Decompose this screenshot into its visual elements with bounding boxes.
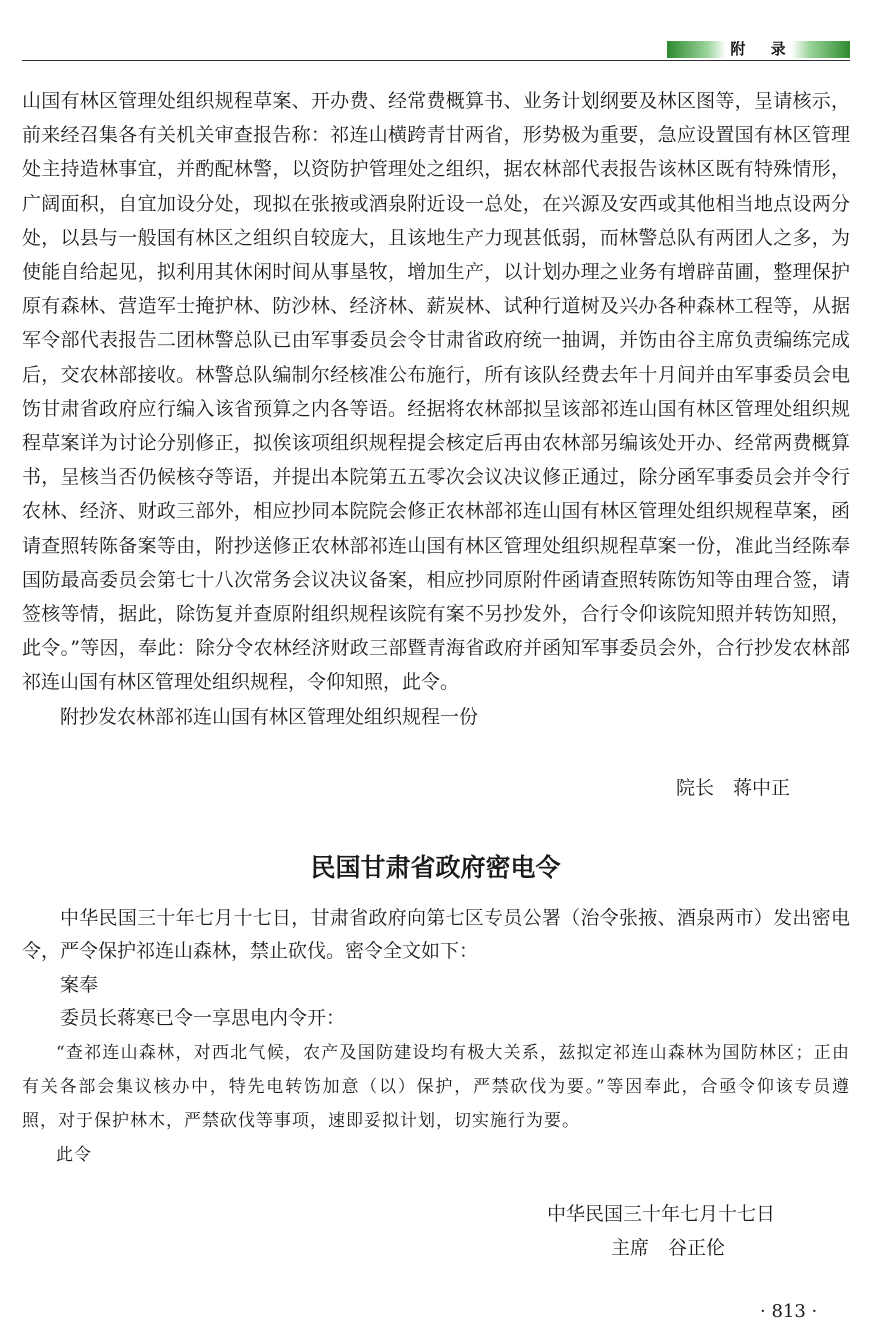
attachment-note: 附抄发农林部祁连山国有林区管理处组织规程一份 [60, 705, 479, 728]
page-number: · 813 · [760, 1301, 818, 1322]
body-paragraph: 山国有林区管理处组织规程草案、开办费、经常费概算书、业务计划纲要及林区图等，呈请核示，前来经召集各有关机关审查报告称：祁连山横跨青甘两省，形势极为重要，急应设置国有林区管理处主持造林事宜，并酌配林警，以资防护管理处之组织，据农林部代表报告该林区既有特殊情形，广阔面积，自宜加设分处，现拟在张掖或酒泉附近设一总处，在兴源及安西或其他相当地点设两分处，以县与一般国有林区之组织自较庞大，且该地生产力现甚低弱，而林警总队有两团人之多，为使能自给起见，拟利用其休闲时间从事垦牧，增加生产，以计划办理之业务有增辟苗圃，整理保护原有森林、营造军士掩护林、防沙林、经济林、薪炭林、试种行道树及兴办各种森林工程等，从据军令部代表报告二团林警总队已由军事委员会令甘肃省政府统一抽调，并饬由谷主席负责编练完成后，交农林部接收。林警总队编制尔经核准公布施行，所有该队经费去年十月间并由军事委员会电饬甘肃省政府应行编入该省预算之内各等语。经据将农林部拟呈该部祁连山国有林区管理处组织规程草案详为讨论分别修正，拟俟该项组织规程提会核定后再由农林部另编该处开办、经常两费概算书，呈核当否仍候核夺等语，并提出本院第五五零次会议决议修正通过，除分函军事委员会并令行农林、经济、财政三部外，相应抄同本院院会修正农林部祁连山国有林区管理处组织规程草案，函请查照转陈备案等由，附抄送修正农林部祁连山国有林区管理处组织规程草案一份，准此当经陈奉国防最高委员会第七十八次常务会议决议备案，相应抄同原附件函请查照转陈饬知等由理合签，请签核等情，据此，除饬复并查原附组织规程该院有案不另抄发外，合行令仰该院知照并转饬知照，此令。”等因，奉此：除分令农林经济财政三部暨青海省政府并函知军事委员会外，合行抄发农林部祁连山国有林区管理处组织规程，令仰知照，此令。 [22, 90, 850, 694]
line-ciling: 此令 [56, 1145, 92, 1165]
continued-text-block [22, 84, 850, 734]
signature-president: 院长 蒋中正 [676, 777, 791, 799]
header-rule [22, 60, 850, 61]
signature-chairman: 主席 谷正伦 [611, 1237, 726, 1259]
line-anfeng: 案奉 [60, 973, 99, 996]
line-weiyuanzhang: 委员长蒋寒已令一享思电内令开： [60, 1007, 346, 1030]
quote-paragraph: “查祁连山森林，对西北气候，农产及国防建设均有极大关系，兹拟定祁连山森林为国防林区；正由有关各部会集议核办中，特先电转饬加意（以）保护，严禁砍伐为要。”等因奉此，合亟令仰该专员遵照，对于保护林木，严禁砍伐等事项，速即妥拟计划，切实施行为要。 [22, 1043, 850, 1131]
running-header [22, 40, 850, 62]
intro-paragraph: 中华民国三十年七月十七日，甘肃省政府向第七区专员公署（治令张掖、酒泉两市）发出密电令，严令保护祁连山森林，禁止砍伐。密令全文如下： [22, 907, 850, 963]
document-title: 民国甘肃省政府密电令 [310, 853, 561, 882]
quoted-order [22, 1036, 850, 1172]
order-date: 中华民国三十年七月十七日 [547, 1203, 776, 1225]
telegram-section [22, 902, 850, 1036]
section-label: 附 录 [730, 40, 796, 58]
